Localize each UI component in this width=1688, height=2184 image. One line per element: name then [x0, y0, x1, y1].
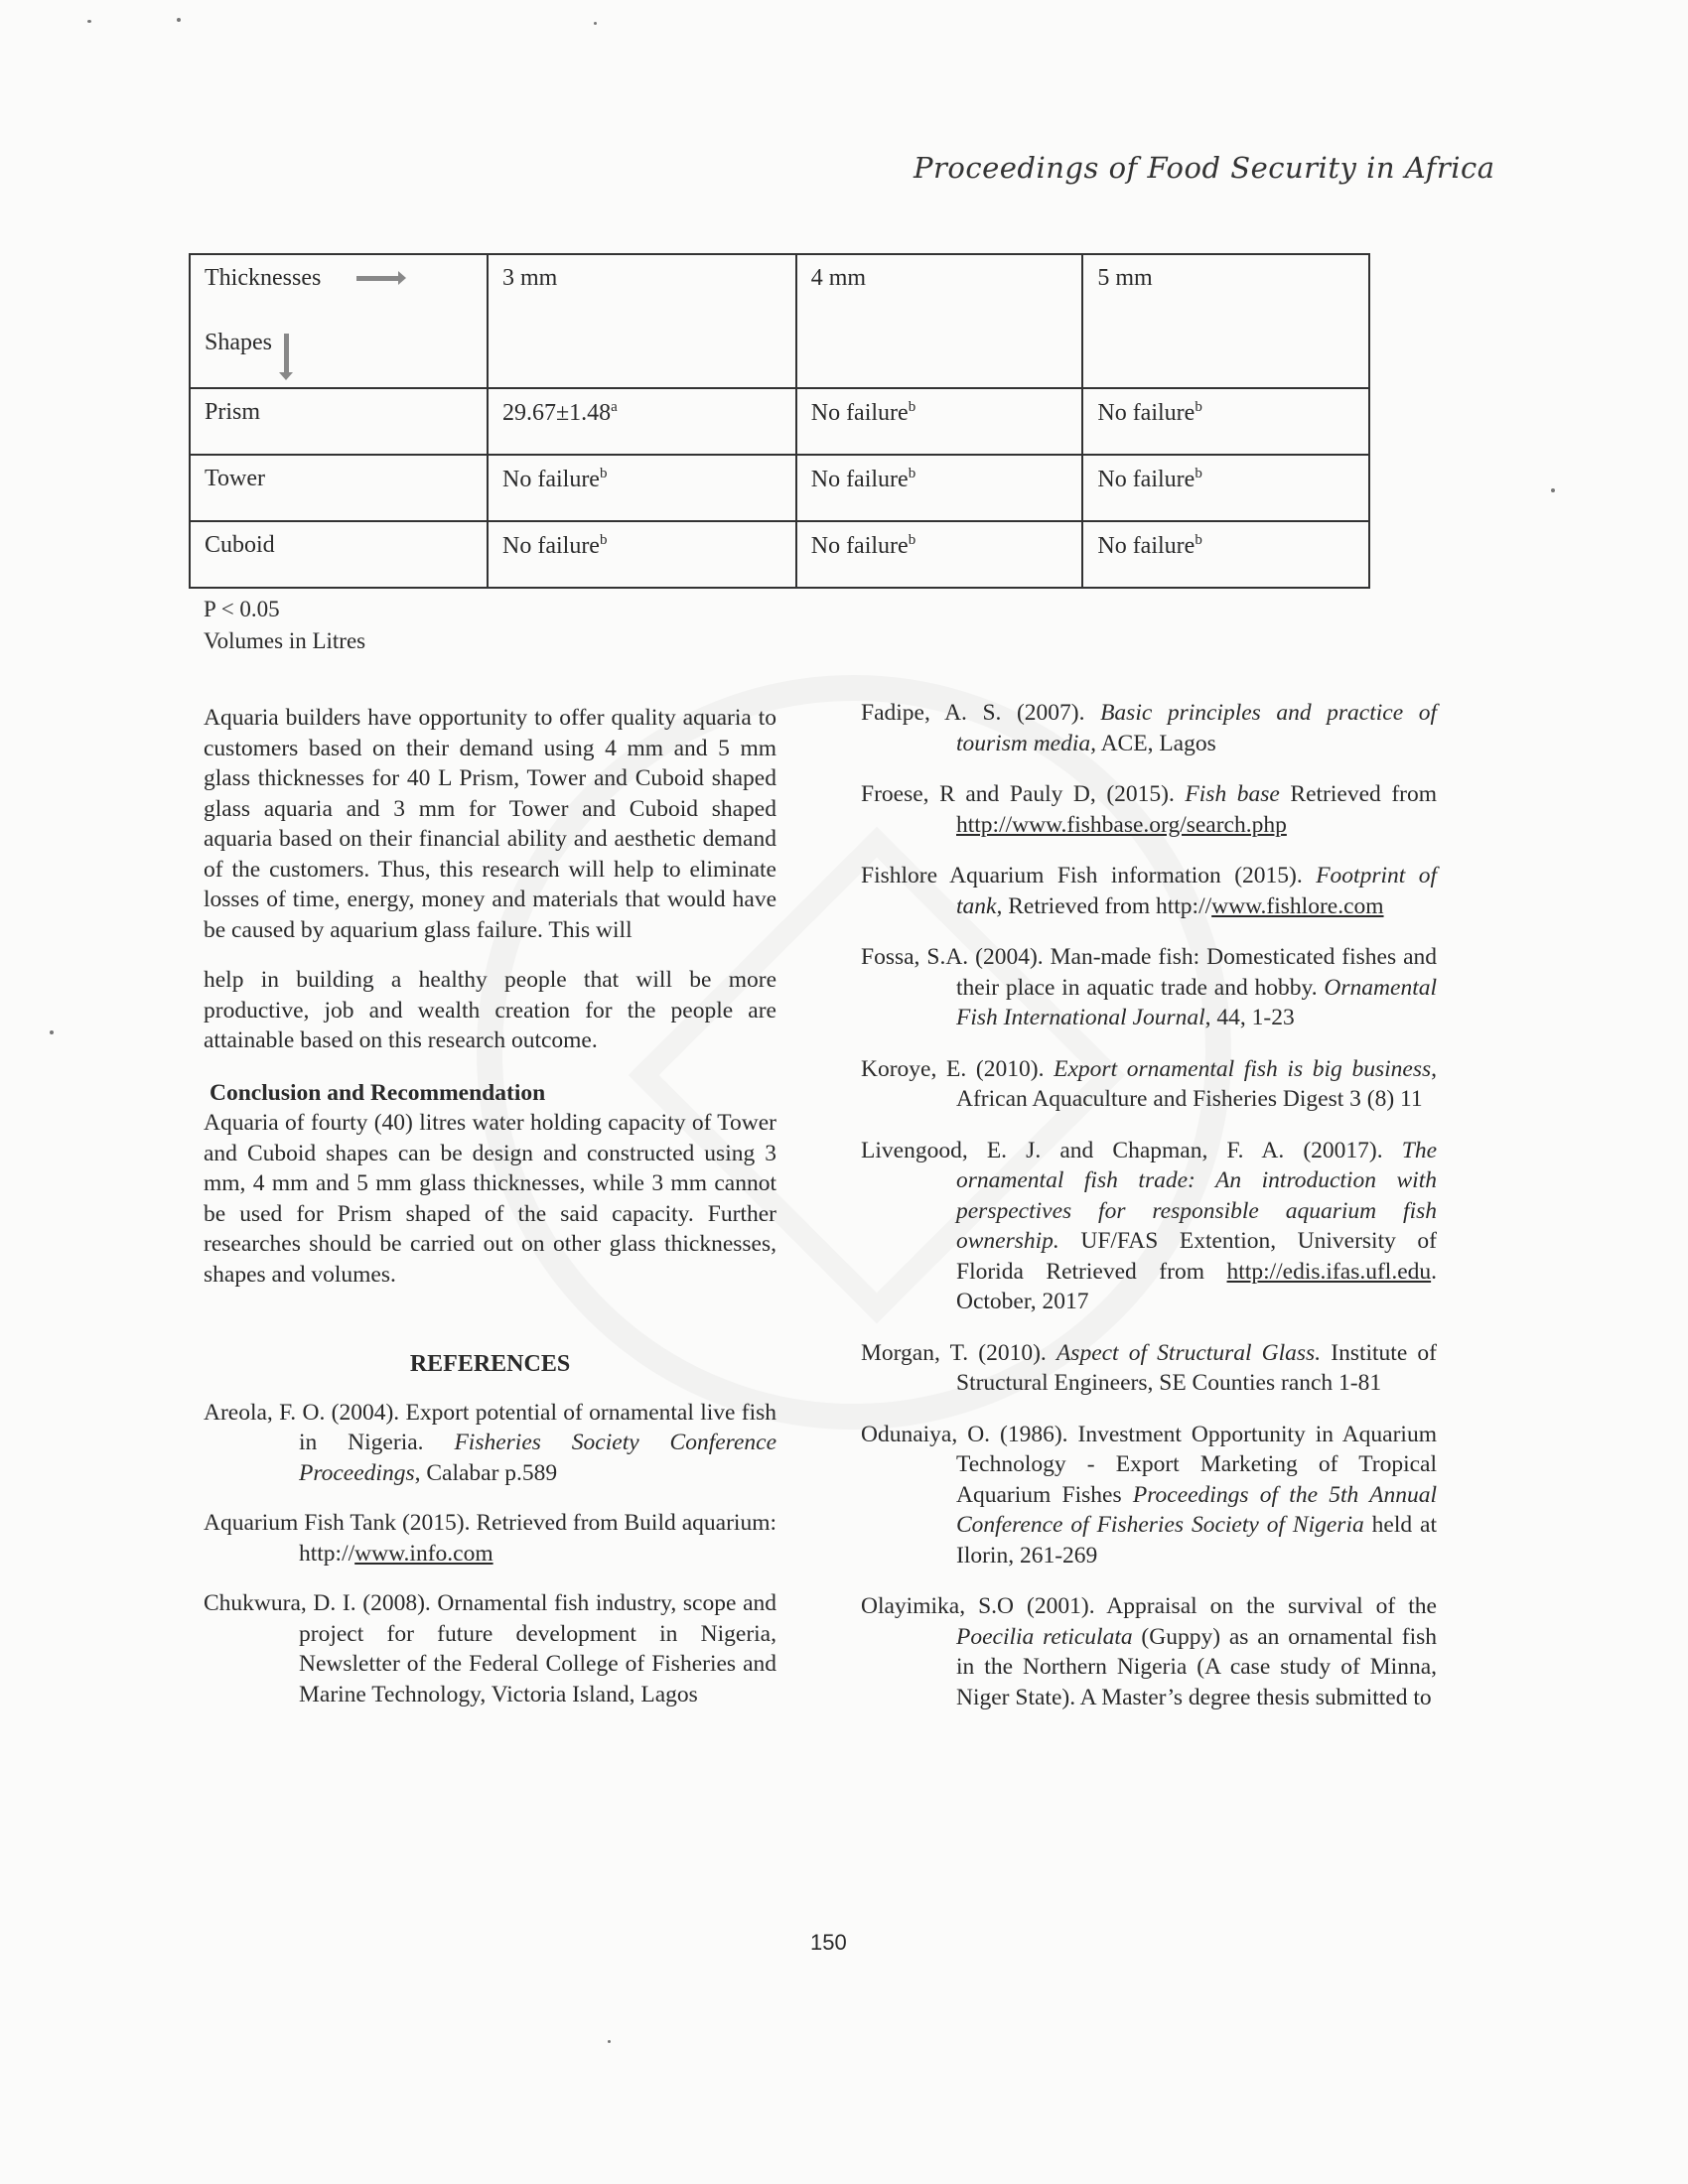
reference-item: Morgan, T. (2010). Aspect of Structural Glass. Institute of Structural Engineers, SE Counties ranch 1-81: [861, 1339, 1437, 1396]
table-row: [190, 455, 1369, 521]
table-cell: No failure$^b$: [796, 388, 1083, 455]
table-cell: No failure$^b$: [488, 455, 796, 521]
units-note: Volumes in Litres: [204, 628, 366, 653]
reference-item: Fishlore Aquarium Fish information (2015). Footprint of tank, Retrieved from http://www.fishlore.com: [861, 863, 1437, 919]
reference-item: Fossa, S.A. (2004). Man-made fish: Domesticated fishes and their place in aquatic trade and hobby. Ornamental Fish International Journal, 44, 1-23: [861, 944, 1437, 1030]
column-header: 5 mm: [1082, 254, 1369, 388]
table-cell: No failure$^b$: [1082, 455, 1369, 521]
reference-item: Aquarium Fish Tank (2015). Retrieved from Build aquarium: http://www.info.com: [204, 1510, 776, 1567]
significance-note: P < 0.05: [204, 597, 280, 621]
reference-link[interactable]: http://www.fishbase.org/search.php: [956, 811, 1287, 838]
scan-speck: [594, 22, 597, 25]
shapes-label: Shapes: [205, 330, 272, 355]
body-paragraph: help in building a healthy people that will be more productive, job and wealth creation for the people are attainable based on this research outcome.: [204, 967, 776, 1053]
table-notes: [204, 594, 365, 657]
arrow-down-icon: [284, 334, 289, 373]
reference-item: Froese, R and Pauly D, (2015). Fish base Retrieved from http://www.fishbase.org/search.php: [861, 781, 1437, 838]
table-cell: No failure$^b$: [796, 455, 1083, 521]
table-cell: No failure$^b$: [796, 521, 1083, 588]
body-paragraph: Aquaria of fourty (40) litres water holding capacity of Tower and Cuboid shapes can be design and constructed using 3 mm, 4 mm and 5 mm glass thicknesses, while 3 mm cannot be used for Prism shaped of the said capacity. Further researches should be carried out on other glass thicknesses, shapes and volumes.: [204, 1110, 776, 1288]
right-column: [861, 698, 1437, 1733]
scan-speck: [50, 1030, 54, 1034]
column-header: 4 mm: [796, 254, 1083, 388]
reference-item: Livengood, E. J. and Chapman, F. A. (20017). The ornamental fish trade: An introduction with perspectives for responsible aquarium fish ownership. UF/FAS Extention, University of Florida Retrieved from http://edis.ifas.ufl.edu. October, 2017: [861, 1137, 1437, 1314]
reference-item: Fadipe, A. S. (2007). Basic principles and practice of tourism media, ACE, Lagos: [861, 700, 1437, 756]
table-row: [190, 388, 1369, 455]
row-label: Cuboid: [190, 521, 488, 588]
reference-item: Chukwura, D. I. (2008). Ornamental fish industry, scope and project for future development in Nigeria, Newsletter of the Federal College of Fisheries and Marine Technology, Victoria Island, Lagos: [204, 1590, 776, 1707]
section-heading: Conclusion and Recommendation: [210, 1079, 546, 1106]
reference-item: Areola, F. O. (2004). Export potential of ornamental live fish in Nigeria. Fisheries Society Conference Proceedings, Calabar p.589: [204, 1399, 776, 1486]
references-heading: REFERENCES: [409, 1351, 571, 1377]
table-cell: No failure$^b$: [488, 521, 796, 588]
page-number: 150: [810, 1930, 847, 1955]
scan-speck: [177, 18, 181, 22]
table-cell: No failure$^b$: [1082, 388, 1369, 455]
reference-item: Koroye, E. (2010). Export ornamental fish is big business, African Aquaculture and Fisheries Digest 3 (8) 11: [861, 1055, 1438, 1112]
left-column: [204, 703, 776, 1729]
table-corner-cell: [190, 254, 488, 388]
table-row: [190, 521, 1369, 588]
reference-item: Olayimika, S.O (2001). Appraisal on the survival of the Poecilia reticulata (Guppy) as an ornamental fish in the Northern Nigeria (A case study of Minna, Niger State). A Master’s degree thesis submitted to: [861, 1593, 1437, 1710]
table-cell: 29.67±1.48$^a$: [488, 388, 796, 455]
table-cell: No failure$^b$: [1082, 521, 1369, 588]
reference-item: Odunaiya, O. (1986). Investment Opportunity in Aquarium Technology - Export Marketing of Tropical Aquarium Fishes Proceedings of the 5th Annual Conference of Fisheries Society of Nigeria held at Ilorin, 261-269: [861, 1421, 1438, 1569]
scan-speck: [87, 20, 91, 23]
column-header: 3 mm: [488, 254, 796, 388]
thicknesses-label: Thicknesses: [205, 265, 322, 291]
scan-speck: [1551, 488, 1555, 492]
body-paragraph: Aquaria builders have opportunity to offer quality aquaria to customers based on their demand using 4 mm and 5 mm glass thicknesses for 40 L Prism, Tower and Cuboid shaped glass aquaria and 3 mm for Tower and Cuboid shaped aquaria based on their financial ability and aesthetic demand of the customers. Thus, this research will help to eliminate losses of time, energy, money and materials that would have be caused by aquarium glass failure. This will: [204, 705, 776, 943]
table-header-row: [190, 254, 1369, 388]
row-label: Prism: [190, 388, 488, 455]
running-header: Proceedings of Food Security in Africa: [914, 151, 1495, 185]
results-table: [189, 253, 1370, 589]
row-label: Tower: [190, 455, 488, 521]
arrow-right-icon: [356, 276, 400, 281]
reference-link[interactable]: www.info.com: [354, 1540, 493, 1567]
reference-link[interactable]: http://edis.ifas.ufl.edu: [1226, 1258, 1432, 1285]
scan-speck: [608, 2040, 611, 2043]
reference-link[interactable]: www.fishlore.com: [1211, 892, 1384, 919]
